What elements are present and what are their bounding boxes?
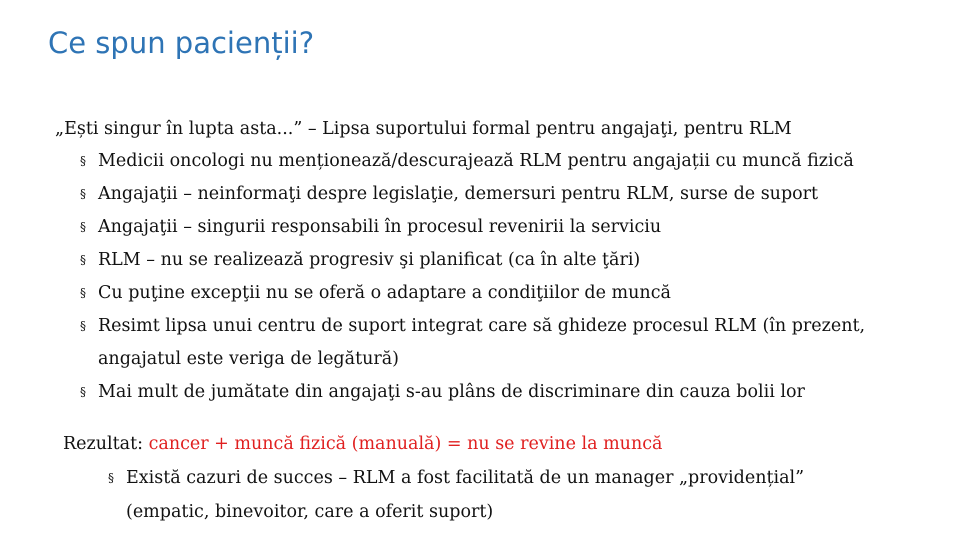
bullet-item: Angajaţii – neinformaţi despre legislaţie, demersuri pentru RLM, surse de suport (98, 184, 819, 204)
bullet-marker: § (80, 286, 86, 300)
bullet-item: Angajaţii – singurii responsabili în procesul revenirii la serviciu (98, 217, 662, 237)
bullet-item: RLM – nu se realizează progresiv şi planificat (ca în alte ţări) (98, 250, 641, 270)
result-label: Rezultat: (63, 434, 149, 454)
bullet-marker: § (80, 154, 86, 168)
slide-title: Ce spun pacienții? (48, 26, 315, 60)
bullet-item: Resimt lipsa unui centru de suport integrat care să ghideze procesul RLM (în prezent, (98, 316, 866, 336)
bullet-item: Medicii oncologi nu menționează/descurajează RLM pentru angajații cu muncă fizică (98, 151, 854, 171)
bullet-item: Cu puţine excepţii nu se oferă o adaptare a condiţiilor de muncă (98, 283, 671, 303)
sub-bullet-item: Există cazuri de succes – RLM a fost facilitată de un manager „providențial” (126, 468, 805, 488)
result-highlight: cancer + muncă fizică (manuală) = nu se revine la muncă (148, 434, 663, 454)
quote-line: „Ești singur în lupta asta...” – Lipsa suportului formal pentru angajaţi, pentru RLM (55, 119, 792, 139)
bullet-marker: § (80, 253, 86, 267)
bullet-item-continuation: angajatul este veriga de legătură) (98, 349, 399, 369)
result-line (63, 433, 662, 455)
bullet-marker: § (80, 319, 86, 333)
bullet-marker: § (80, 220, 86, 234)
bullet-item: Mai mult de jumătate din angajaţi s-au plâns de discriminare din cauza bolii lor (98, 382, 805, 402)
bullet-marker: § (80, 385, 86, 399)
bullet-marker: § (80, 187, 86, 201)
sub-bullet-continuation: (empatic, binevoitor, care a oferit suport) (126, 502, 494, 522)
bullet-marker: § (108, 471, 114, 485)
